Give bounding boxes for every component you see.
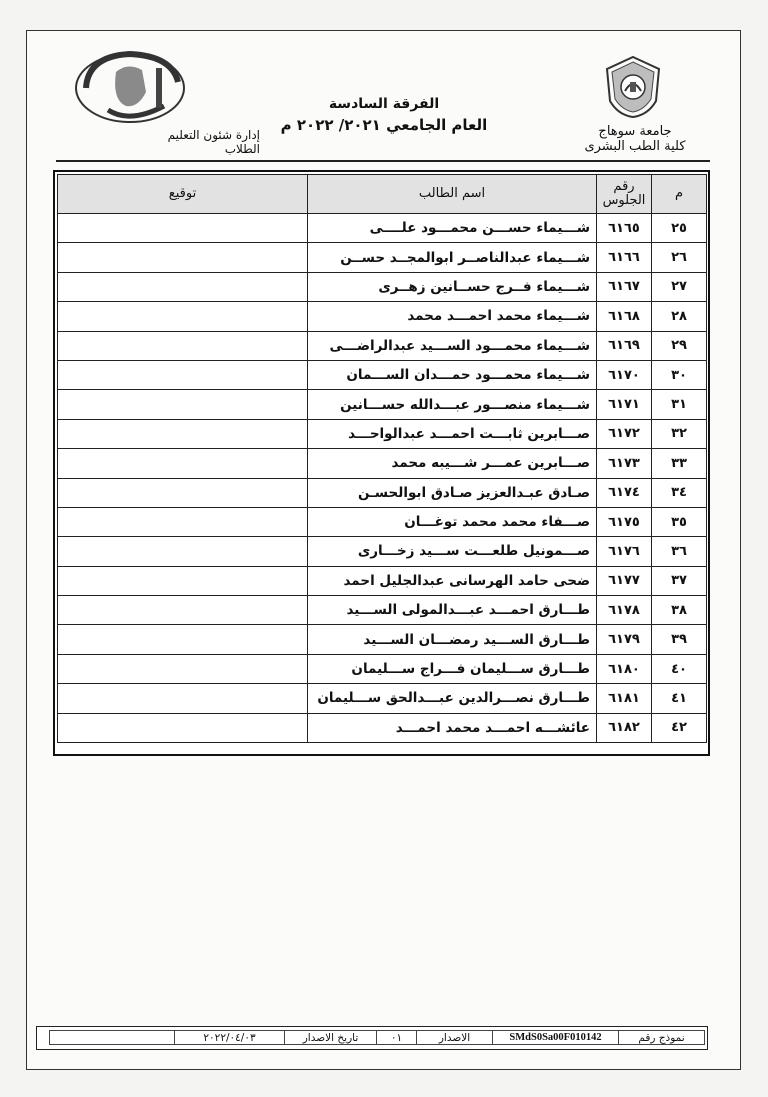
signature-cell — [58, 331, 308, 360]
row-number: ٣٠ — [652, 360, 707, 389]
signature-cell — [58, 566, 308, 595]
seat-number: ٦١٨١ — [597, 684, 652, 713]
seat-number: ٦١٧٠ — [597, 360, 652, 389]
class-year-title: الفرقة السادسة — [328, 96, 440, 112]
table-row — [58, 243, 707, 272]
row-number: ٣٩ — [652, 625, 707, 654]
student-name: ضحى حامد الهرسانى عبدالجليل احمد — [308, 566, 597, 595]
student-name: شـــيماء محمـــود حمـــدان الســـمان — [308, 360, 597, 389]
form-number-label: نموذج رقم — [618, 1031, 704, 1044]
student-name: طـــارق ســـليمان فـــراج ســـليمان — [308, 654, 597, 683]
table-row — [58, 507, 707, 536]
table-row — [58, 625, 707, 654]
signature-cell — [58, 507, 308, 536]
seat-number: ٦١٧٥ — [597, 507, 652, 536]
issue-date-label: تاريخ الاصدار — [284, 1031, 376, 1044]
university-logo — [604, 55, 662, 119]
seat-number: ٦١٧٩ — [597, 625, 652, 654]
seat-header-line1: رقم — [613, 179, 635, 194]
signature-cell — [58, 419, 308, 448]
seat-number: ٦١٧١ — [597, 390, 652, 419]
student-name: صـادق عبـدالعزيز صـادق ابوالحسـن — [308, 478, 597, 507]
university-caption — [560, 124, 710, 154]
signature-cell — [58, 390, 308, 419]
signature-cell — [58, 654, 308, 683]
seat-number: ٦١٧٤ — [597, 478, 652, 507]
row-number: ٣٤ — [652, 478, 707, 507]
row-number: ٤٠ — [652, 654, 707, 683]
row-number: ٢٥ — [652, 214, 707, 243]
table-row — [58, 360, 707, 389]
student-name: صـــابرين ثابـــت احمـــد عبدالواحـــد — [308, 419, 597, 448]
row-number: ٤١ — [652, 684, 707, 713]
signature-cell — [58, 302, 308, 331]
row-number: ٢٩ — [652, 331, 707, 360]
signature-cell — [58, 684, 308, 713]
row-number: ٣٣ — [652, 449, 707, 478]
seat-number: ٦١٧٦ — [597, 537, 652, 566]
student-name: طـــارق نصـــرالدين عبـــدالحق ســـليمان — [308, 684, 597, 713]
table-row — [58, 596, 707, 625]
column-header-seat — [597, 175, 652, 214]
signature-cell — [58, 243, 308, 272]
table-header-row — [58, 175, 707, 214]
signature-cell — [58, 214, 308, 243]
column-header-number: م — [652, 175, 707, 214]
signature-cell — [58, 713, 308, 742]
table-row — [58, 713, 707, 742]
header-divider — [56, 160, 710, 162]
row-number: ٣٨ — [652, 596, 707, 625]
student-name: طـــارق الســـيد رمضـــان الســـيد — [308, 625, 597, 654]
table-row — [58, 390, 707, 419]
seat-number: ٦١٧٨ — [597, 596, 652, 625]
faculty-name: كلية الطب البشرى — [584, 139, 686, 154]
academic-year-title: العام الجامعي ٢٠٢١/ ٢٠٢٢ م — [280, 116, 488, 134]
signature-cell — [58, 272, 308, 301]
row-number: ٢٨ — [652, 302, 707, 331]
table-row — [58, 566, 707, 595]
student-name: شـــيماء منصـــور عبـــدالله حســـانين — [308, 390, 597, 419]
table-row — [58, 537, 707, 566]
table-row — [58, 214, 707, 243]
faculty-logo — [68, 48, 186, 126]
signature-cell — [58, 449, 308, 478]
student-name: شـــيماء حســـن محمـــود علــــى — [308, 214, 597, 243]
student-name: صـــابرين عمـــر شـــيبه محمد — [308, 449, 597, 478]
row-number: ٢٦ — [652, 243, 707, 272]
student-name: صـــفاء محمد محمد توغـــان — [308, 507, 597, 536]
table-row — [58, 654, 707, 683]
student-name: طـــارق احمـــد عبـــدالمولى الســـيد — [308, 596, 597, 625]
student-name: شـــيماء فــرج حســانين زهــرى — [308, 272, 597, 301]
table-row — [58, 449, 707, 478]
student-name: شـــيماء عبدالناصــر ابوالمجــد حســن — [308, 243, 597, 272]
row-number: ٣٧ — [652, 566, 707, 595]
signature-cell — [58, 537, 308, 566]
student-name: شـــيماء محمـــود الســـيد عبدالراضـــى — [308, 331, 597, 360]
seat-number: ٦١٨٠ — [597, 654, 652, 683]
seat-number: ٦١٧٢ — [597, 419, 652, 448]
seat-header-line2: الجلوس — [602, 193, 646, 208]
seat-number: ٦١٦٨ — [597, 302, 652, 331]
seat-number: ٦١٦٥ — [597, 214, 652, 243]
seat-number: ٦١٦٦ — [597, 243, 652, 272]
row-number: ٤٢ — [652, 713, 707, 742]
students-table-frame — [53, 170, 710, 756]
table-row — [58, 684, 707, 713]
table-row — [58, 478, 707, 507]
signature-cell — [58, 625, 308, 654]
document-title — [255, 96, 513, 134]
row-number: ٣٢ — [652, 419, 707, 448]
table-row — [58, 331, 707, 360]
row-number: ٣٦ — [652, 537, 707, 566]
row-number: ٣٥ — [652, 507, 707, 536]
table-row — [58, 272, 707, 301]
student-name: شـــيماء محمد احمـــد محمد — [308, 302, 597, 331]
university-name: جامعة سوهاج — [598, 124, 672, 139]
column-header-name: اسم الطالب — [308, 175, 597, 214]
row-number: ٣١ — [652, 390, 707, 419]
student-name: صـــمونيل طلعـــت ســـيد زخـــارى — [308, 537, 597, 566]
seat-number: ٦١٧٧ — [597, 566, 652, 595]
students-table — [57, 174, 707, 743]
seat-number: ٦١٦٧ — [597, 272, 652, 301]
department-caption: إدارة شئون التعليم الطلاب — [167, 128, 260, 156]
table-row — [58, 302, 707, 331]
form-code: SMdS0Sa00F010142 — [492, 1031, 618, 1044]
signature-cell — [58, 360, 308, 389]
version-label: الاصدار — [416, 1031, 492, 1044]
seat-number: ٦١٧٣ — [597, 449, 652, 478]
version-value: ٠١ — [376, 1031, 416, 1044]
seat-number: ٦١٨٢ — [597, 713, 652, 742]
signature-cell — [58, 596, 308, 625]
row-number: ٢٧ — [652, 272, 707, 301]
footer-blank — [50, 1031, 174, 1044]
signature-cell — [58, 478, 308, 507]
issue-date-value: ٢٠٢٢/٠٤/٠٣ — [174, 1031, 284, 1044]
column-header-signature: توقيع — [58, 175, 308, 214]
table-row — [58, 419, 707, 448]
form-footer — [36, 1026, 708, 1050]
student-name: عائشـــه احمـــد محمد احمـــد — [308, 713, 597, 742]
seat-number: ٦١٦٩ — [597, 331, 652, 360]
